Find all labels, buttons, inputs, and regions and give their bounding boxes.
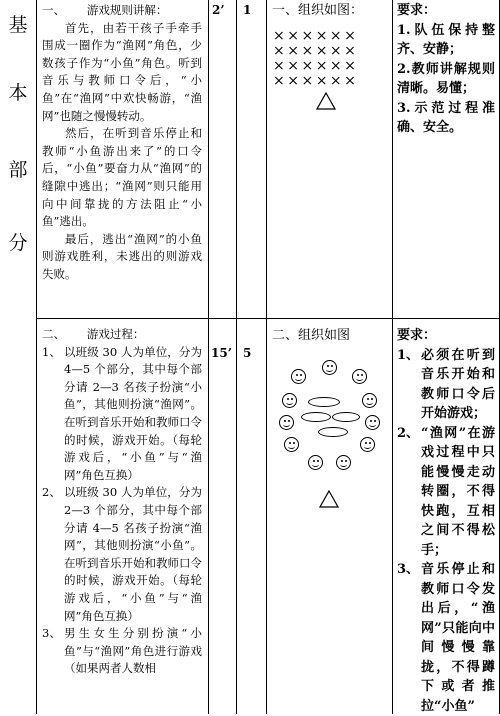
smiley-face-icon (362, 393, 377, 408)
section1-req-item: 2.教师讲解规则清晰。易懂； (397, 61, 495, 96)
section2-req-num: 1、 (397, 347, 420, 363)
smiley-face-icon (360, 437, 375, 452)
section2-req-heading: 要求： (397, 328, 437, 343)
section2-item-text: 男生女生分别扮演“小鱼”与“渔网”角色进行游戏（如果两者人数相 (64, 626, 202, 676)
side-label-char: 本 (8, 82, 28, 104)
section1-req-item: 1.队伍保持整齐、安静； (397, 22, 495, 57)
smiley-face-icon (322, 360, 337, 375)
smiley-face-icon (282, 393, 297, 408)
smiley-face-icon (336, 455, 351, 470)
section2-req-text: 必须在听到音乐开始和教师口令后开始游戏； (421, 347, 495, 421)
section2-req-item (397, 346, 495, 424)
section1-paragraph: 首先，由若干孩子手牵手围成一圈作为“渔网”角色，少数孩子作为“小鱼”角色。听到音乐与教师口令后，“小鱼”在“渔网”中欢快畅游，“渔网”也随之慢慢转动。 (42, 20, 202, 123)
column-divider (392, 0, 393, 714)
section2-org-heading: 二、组织如图 (272, 328, 351, 343)
section1-req-item: 3.示范过程准确、安全。 (397, 100, 495, 135)
section1-requirements (397, 1, 495, 138)
smiley-face-icon (291, 369, 306, 384)
section1-paragraph: 然后，在听到音乐停止和教师“小鱼游出来了”的口令后，“小鱼”要奋力从“渔网”的缝隙中逃出；“渔网”则只能用向中间靠拢的方法阻止“小鱼”逃出。 (42, 126, 202, 229)
section1-time: 2’ (212, 3, 225, 17)
section2-req-text: “渔网”在游戏过程中只能慢慢走动转圈，不得快跑，互相之间不得松手； (421, 425, 495, 558)
section2-item-num: 1、 (42, 344, 61, 359)
column-divider (208, 0, 209, 714)
smiley-face-icon (284, 437, 299, 452)
section2-requirements (397, 326, 495, 716)
smiley-face-icon (365, 415, 380, 430)
column-divider (36, 0, 37, 714)
section2-item-num: 3、 (42, 626, 61, 641)
section2-item-text: 以班级 30 人为单位，分为 4—5 个部分，其中每个部分请 2—3 名孩子扮演“小鱼”，其他则扮演“渔网”。在听到音乐开始和教师口令的时候，游戏开始。（每轮游戏后，“小鱼”与“渔网”角色互换） (64, 344, 202, 482)
smiley-face-icon (352, 369, 367, 384)
fish-oval-icon (318, 427, 348, 437)
formation-row: ×××××× (273, 73, 359, 89)
section2-item (42, 625, 202, 678)
smiley-face-icon (308, 455, 323, 470)
fish-oval-icon (308, 397, 340, 407)
column-divider (236, 0, 237, 714)
section1-content (42, 2, 202, 284)
section2-heading: 二、 游戏过程： (42, 327, 145, 341)
section2-item (42, 484, 202, 625)
section2-req-item (397, 424, 495, 561)
smiley-face-icon (279, 415, 294, 430)
section2-time: 15’ (211, 346, 232, 360)
section1-org-heading: 一、组织如图： (272, 3, 364, 18)
side-label-char: 部 (8, 159, 28, 181)
formation-grid (273, 29, 358, 89)
section2-req-num: 3、 (397, 562, 420, 577)
section1-heading: 一、 游戏规则讲解： (42, 3, 168, 17)
section2-item-num: 2、 (42, 485, 61, 500)
formation-row: ×××××× (273, 28, 359, 44)
side-label-char: 基 (8, 14, 28, 36)
section2-req-item (397, 560, 495, 716)
side-label-char: 分 (8, 232, 28, 254)
fish-oval-icon (332, 412, 360, 422)
section1-count: 1 (243, 3, 252, 17)
formation-row: ×××××× (273, 58, 359, 74)
section1-req-heading: 要求： (397, 3, 437, 18)
fish-oval-icon (301, 412, 331, 422)
section2-item-text: 以班级 30 人为单位，分为 2—3 个部分，其中每个部分请 4—5 名孩子扮演“渔网”，其他则扮演“小鱼”。在听到音乐开始和教师口令的时候，游戏开始。（每轮游戏后，“小鱼”与“渔网”角色互换） (64, 485, 202, 623)
section2-item (42, 344, 202, 485)
teacher-triangle-icon (319, 490, 339, 512)
section1-paragraph: 最后，逃出“渔网”的小鱼则游戏胜利，未逃出的则游戏失败。 (42, 231, 202, 281)
row-divider (37, 318, 499, 319)
section2-content (42, 326, 202, 678)
section2-req-text: 音乐停止和教师口令发出后，“渔网”只能向中间慢慢靠拢，不得蹲下或者推拉“小鱼” (421, 562, 495, 714)
formation-row: ×××××× (273, 43, 359, 59)
section2-req-num: 2、 (397, 425, 420, 441)
section2-count: 5 (243, 346, 252, 360)
teacher-triangle-icon (316, 92, 336, 114)
